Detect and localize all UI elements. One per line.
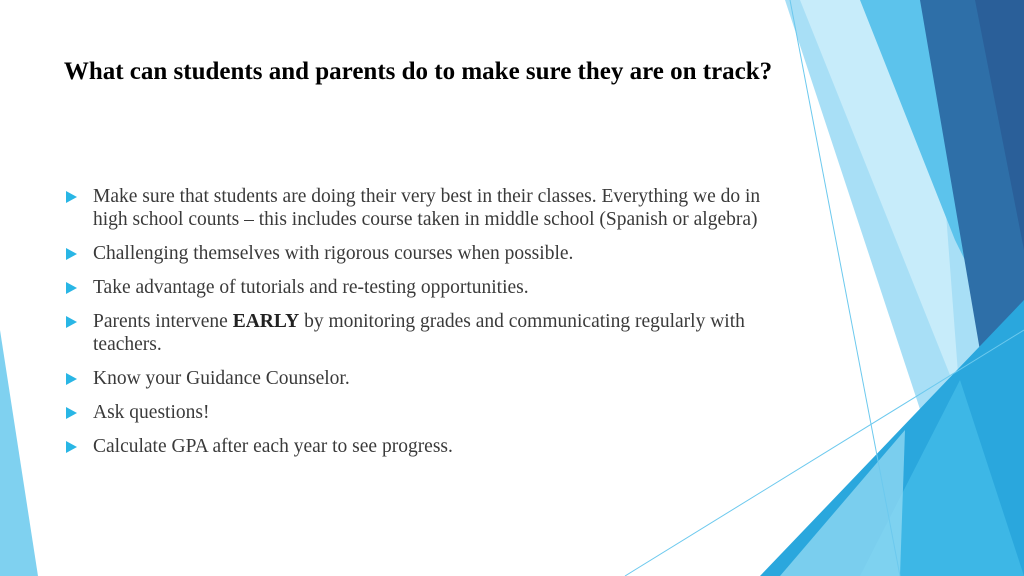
bullet-item xyxy=(66,310,766,356)
bullet-text: Make sure that students are doing their very best in their classes. Everything we do in high school counts – this includes course taken in middle school (Spanish or algebra) xyxy=(93,186,761,230)
bullet-arrow-icon xyxy=(66,373,77,385)
bullet-list xyxy=(66,185,766,469)
bullet-text-after: by monitoring grades and communicating regularly with teachers. xyxy=(93,311,745,355)
bullet-text: Know your Guidance Counselor. xyxy=(93,368,350,389)
bullet-item xyxy=(66,276,766,299)
bullet-item xyxy=(66,435,766,458)
left-accent-shape xyxy=(0,330,38,576)
bullet-text: Calculate GPA after each year to see progress. xyxy=(93,436,453,457)
bullet-item xyxy=(66,185,766,231)
bullet-arrow-icon xyxy=(66,441,77,453)
bullet-text: Take advantage of tutorials and re-testing opportunities. xyxy=(93,277,529,298)
bullet-item xyxy=(66,242,766,265)
bullet-item xyxy=(66,367,766,390)
bullet-arrow-icon xyxy=(66,248,77,260)
bullet-arrow-icon xyxy=(66,407,77,419)
bullet-arrow-icon xyxy=(66,316,77,328)
bullet-text-before: Parents intervene xyxy=(93,311,233,332)
bullet-text: Ask questions! xyxy=(93,402,210,423)
bullet-arrow-icon xyxy=(66,282,77,294)
bullet-item xyxy=(66,401,766,424)
slide-title: What can students and parents do to make sure they are on track? xyxy=(63,58,773,85)
bullet-emphasis: EARLY xyxy=(232,311,300,332)
bullet-arrow-icon xyxy=(66,191,77,203)
bullet-text: Challenging themselves with rigorous courses when possible. xyxy=(93,243,574,264)
